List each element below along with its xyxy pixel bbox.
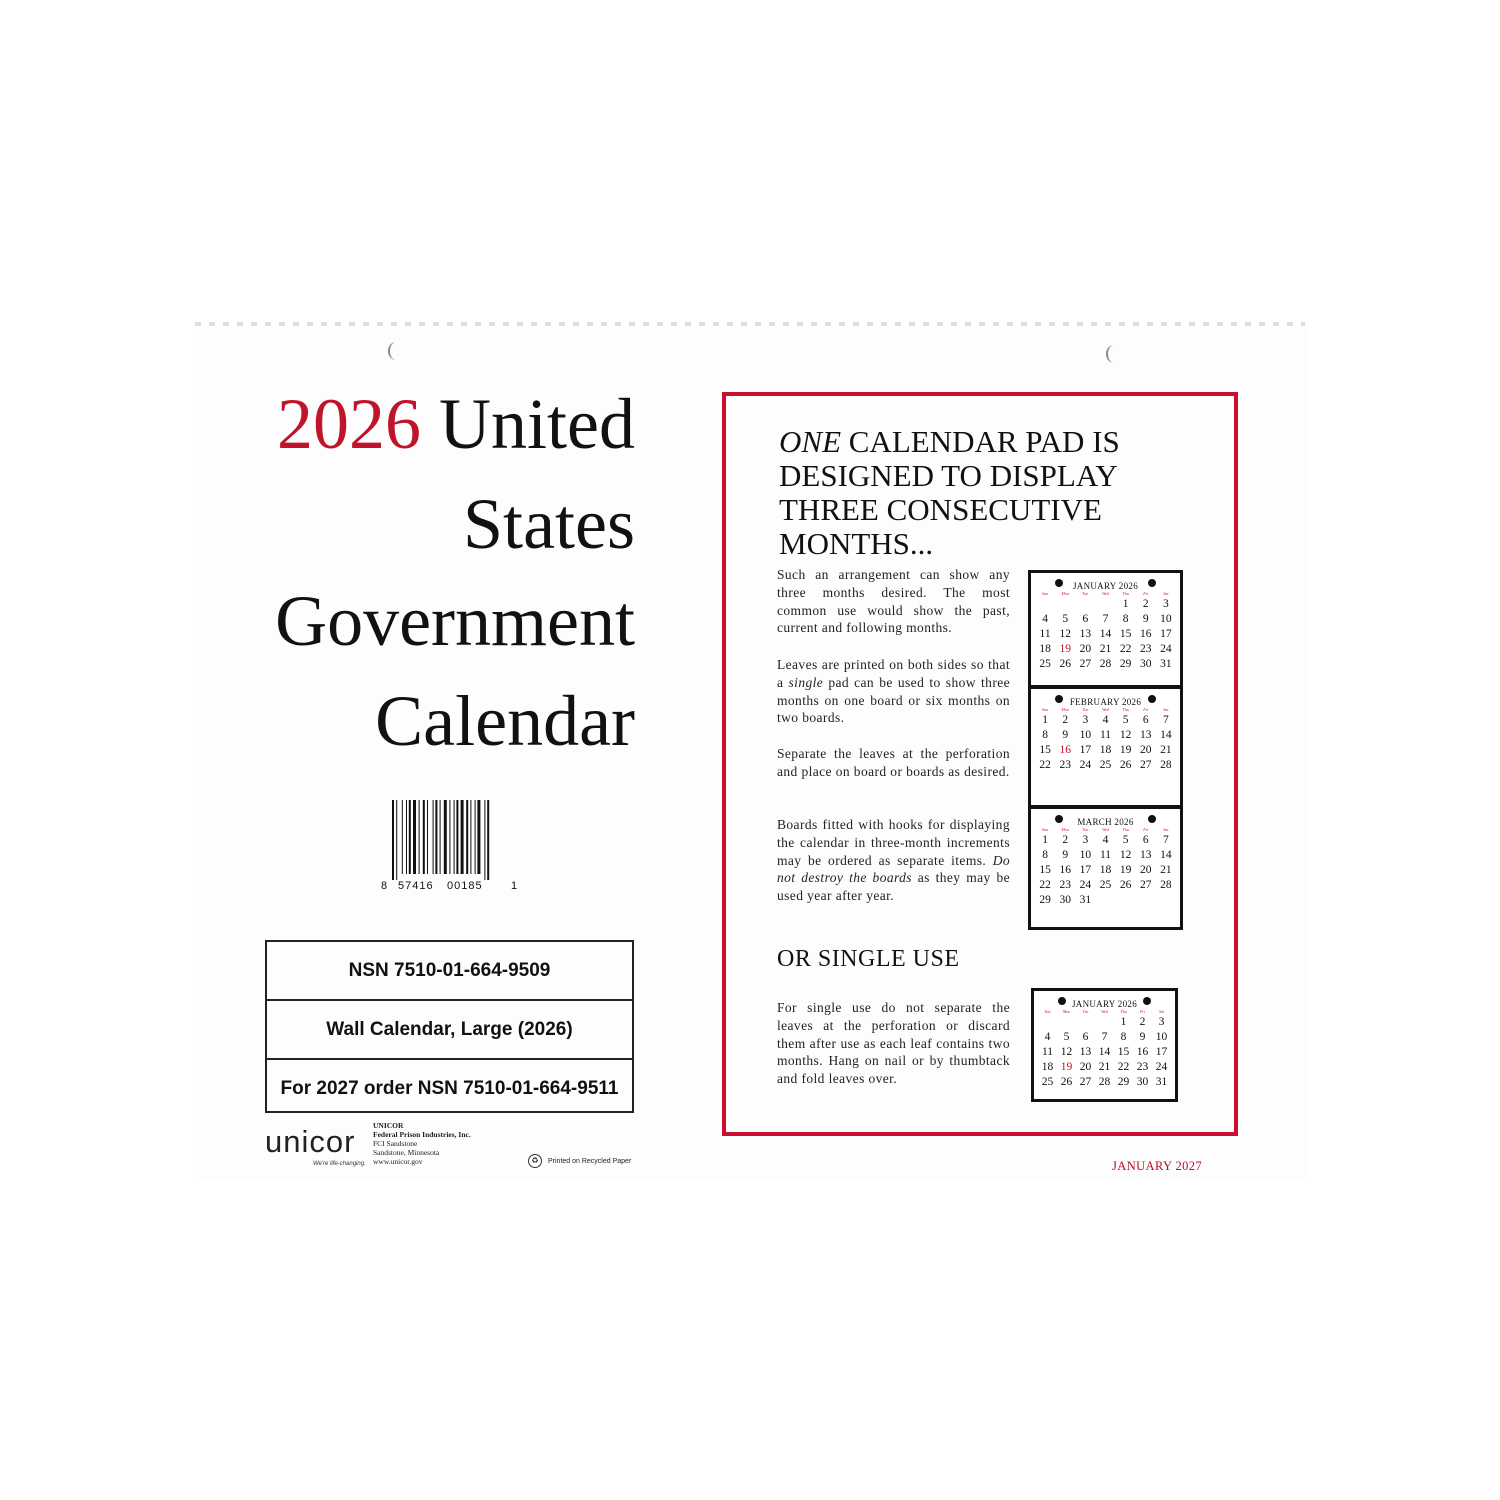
day-cell: 10 [1155, 1031, 1168, 1043]
day-cell: 30 [1136, 1076, 1149, 1088]
paragraph-leaves-em: single [788, 674, 824, 690]
day-cell: 21 [1160, 744, 1172, 756]
barcode-bar [406, 800, 407, 874]
day-cell: 25 [1041, 1076, 1054, 1088]
day-cell: 3 [1163, 598, 1169, 610]
day-cell: 16 [1136, 1046, 1149, 1058]
binding-hole-icon [1055, 815, 1063, 823]
day-cell: 13 [1140, 729, 1152, 741]
day-cell: 12 [1059, 628, 1071, 640]
barcode-bar [487, 800, 489, 880]
day-cell: 24 [1160, 643, 1172, 655]
mini-calendar-title: MARCH 2026 [1077, 817, 1134, 827]
day-cell: 8 [1120, 1031, 1127, 1043]
headline-line-4: MONTHS... [779, 526, 934, 561]
day-cell: 2 [1142, 598, 1149, 610]
day-cell: 24 [1079, 759, 1092, 771]
recycled-text: Printed on Recycled Paper [548, 1157, 632, 1165]
barcode-digit-3: 00185 [447, 880, 483, 892]
day-of-week-label: Mon [1061, 707, 1069, 712]
mini-calendar-title: JANUARY 2026 [1072, 581, 1139, 591]
paragraph-boards-b: as they may be used year after year. [777, 870, 1010, 904]
day-cell: 14 [1160, 729, 1172, 741]
publisher-name: UNICOR [373, 1121, 404, 1130]
day-cell: 25 [1099, 759, 1112, 771]
empty-day [1035, 597, 1055, 612]
barcode-bar [440, 800, 441, 874]
day-cell: 5 [1062, 613, 1069, 625]
day-of-week-label: Thu [1120, 1009, 1127, 1014]
mini-calendar-march [1028, 806, 1183, 930]
day-cell: 27 [1140, 759, 1152, 771]
day-cell: 4 [1102, 714, 1109, 726]
day-cell: 26 [1060, 1076, 1073, 1088]
day-cell: 31 [1079, 894, 1092, 906]
day-cell: 26 [1119, 879, 1132, 891]
day-of-week-label: Sat [1163, 707, 1169, 712]
day-of-week-label: Mon [1061, 827, 1069, 832]
day-cell: 23 [1136, 1061, 1149, 1073]
day-cell: 2 [1062, 714, 1069, 726]
day-cell: 30 [1059, 894, 1071, 906]
barcode-bar [396, 800, 397, 880]
day-of-week-label: Thu [1122, 591, 1129, 596]
day-of-week-label: Sun [1042, 591, 1049, 596]
product-name: Wall Calendar, Large (2026) [267, 999, 632, 1058]
barcode-bar [413, 800, 416, 874]
day-cell: 21 [1098, 1061, 1111, 1073]
day-of-week-label: Tue [1082, 707, 1089, 712]
day-cell: 13 [1140, 849, 1152, 861]
day-cell: 11 [1041, 1046, 1054, 1058]
headline-line-1: CALENDAR PAD IS [841, 424, 1120, 459]
day-cell: 29 [1117, 1076, 1130, 1088]
day-cell: 26 [1119, 759, 1132, 771]
title-line-1 [277, 384, 635, 464]
day-cell: 17 [1155, 1046, 1168, 1058]
day-cell: 31 [1160, 658, 1172, 670]
empty-day [1055, 597, 1075, 612]
day-cell: 10 [1079, 729, 1092, 741]
binding-hole-icon [1148, 579, 1156, 587]
barcode-bar [477, 800, 480, 874]
day-cell: 16 [1140, 628, 1152, 640]
barcode-bar [461, 800, 464, 874]
binding-hole-icon [1058, 997, 1066, 1005]
day-of-week-label: Wed [1101, 1009, 1108, 1014]
hanging-hole-left [388, 342, 404, 360]
day-cell: 3 [1082, 834, 1089, 846]
barcode-bar [449, 800, 450, 874]
day-cell: 1 [1042, 834, 1048, 846]
headline-line-3: THREE CONSECUTIVE [779, 492, 1102, 527]
day-of-week-label: Sun [1042, 827, 1049, 832]
day-cell: 28 [1099, 658, 1112, 670]
empty-day [1095, 597, 1115, 612]
day-cell: 17 [1079, 744, 1092, 756]
day-cell: 29 [1039, 894, 1051, 906]
day-cell: 12 [1060, 1046, 1073, 1058]
day-cell: 2 [1139, 1016, 1146, 1028]
empty-day [1038, 1015, 1057, 1030]
headline-line-2: DESIGNED TO DISPLAY [779, 458, 1118, 493]
day-cell: 11 [1039, 628, 1051, 640]
day-grid [1031, 833, 1180, 908]
binding-hole-icon [1148, 695, 1156, 703]
paragraph-leaves-a: Leaves are printed on both sides so that a [777, 657, 1010, 690]
barcode-bar [409, 800, 411, 874]
day-cell: 27 [1079, 1076, 1092, 1088]
publisher-city: Sandstone, Minnesota [373, 1148, 440, 1157]
day-of-week-label: Fri [1143, 827, 1149, 832]
day-cell: 20 [1140, 744, 1152, 756]
barcode-digit-4: 1 [511, 880, 519, 892]
day-cell: 23 [1059, 879, 1071, 891]
day-cell: 9 [1139, 1031, 1146, 1043]
recycled-note [528, 1154, 631, 1168]
day-cell: 9 [1062, 729, 1069, 741]
day-cell: 22 [1039, 759, 1051, 771]
day-of-week-label: Mon [1062, 1009, 1071, 1014]
day-cell: 28 [1160, 879, 1172, 891]
mini-calendar-title: JANUARY 2026 [1071, 999, 1138, 1009]
day-cell: 25 [1039, 658, 1051, 670]
headline-emphasis: ONE [779, 424, 841, 459]
day-cell: 29 [1119, 658, 1132, 670]
mini-calendar-title: FEBRUARY 2026 [1069, 697, 1142, 707]
footer-date: JANUARY 2027 [1112, 1159, 1203, 1173]
day-cell: 9 [1142, 613, 1149, 625]
barcode-bar [454, 800, 455, 874]
paragraph-separate: Separate the leaves at the perforation and place on board or boards as desired. [777, 746, 1010, 779]
day-cell: 27 [1140, 879, 1152, 891]
day-cell: 2 [1062, 834, 1069, 846]
reorder-note: For 2027 order NSN 7510-01-664-9511 [267, 1058, 632, 1117]
paragraph-leaves [777, 656, 1010, 727]
day-cell: 14 [1160, 849, 1172, 861]
paragraph-arrangement: Such an arrangement can show any three months desired. The most common use would show the past, current and following months. [777, 567, 1010, 636]
day-cell: 8 [1042, 729, 1048, 741]
day-cell: 18 [1039, 643, 1051, 655]
day-of-week-label: Sun [1042, 707, 1049, 712]
day-cell: 1 [1122, 598, 1129, 610]
binding-hole-icon [1055, 579, 1063, 587]
day-of-week-label: Wed [1102, 707, 1109, 712]
day-cell: 5 [1122, 714, 1129, 726]
day-grid [1031, 597, 1180, 672]
day-cell: 3 [1082, 714, 1089, 726]
barcode-bar [419, 800, 420, 874]
day-of-week-label: Tue [1082, 1009, 1089, 1014]
perforated-top-edge [195, 322, 1305, 326]
binding-hole-icon [1148, 815, 1156, 823]
day-cell: 18 [1099, 744, 1112, 756]
day-cell: 16 [1059, 864, 1071, 876]
day-cell: 4 [1102, 834, 1109, 846]
barcode-bar [402, 800, 403, 874]
barcode-bar [456, 800, 458, 874]
day-cell: 28 [1098, 1076, 1111, 1088]
barcode-bar [433, 800, 434, 874]
binding-hole-icon [1143, 997, 1151, 1005]
day-cell: 16 [1059, 744, 1071, 756]
day-cell: 18 [1041, 1061, 1054, 1073]
day-cell: 6 [1082, 1031, 1089, 1043]
product-info-box [265, 940, 634, 1113]
day-cell: 18 [1099, 864, 1112, 876]
hanging-hole-right [1106, 345, 1122, 363]
barcode-bar [427, 800, 428, 874]
paragraph-boards [777, 816, 1010, 905]
day-cell: 20 [1079, 643, 1092, 655]
day-cell: 30 [1140, 658, 1152, 670]
day-cell: 19 [1119, 744, 1132, 756]
day-cell: 1 [1120, 1016, 1127, 1028]
day-of-week-label: Tue [1082, 591, 1089, 596]
day-cell: 6 [1142, 714, 1149, 726]
day-cell: 24 [1079, 879, 1092, 891]
day-cell: 13 [1079, 1046, 1092, 1058]
barcode-bar [475, 800, 476, 874]
day-cell: 13 [1079, 628, 1092, 640]
day-cell: 17 [1160, 628, 1172, 640]
mini-calendar-january [1028, 570, 1183, 688]
barcode-bar [423, 800, 425, 874]
title-line-3: Government [275, 581, 635, 661]
day-cell: 21 [1160, 864, 1172, 876]
day-cell: 25 [1099, 879, 1112, 891]
publisher-address [373, 1121, 471, 1166]
empty-day [1057, 1015, 1076, 1030]
mini-calendar-february [1028, 686, 1183, 808]
day-cell: 8 [1042, 849, 1048, 861]
day-cell: 19 [1059, 643, 1071, 655]
day-cell: 4 [1044, 1031, 1051, 1043]
day-of-week-label: Sat [1158, 1009, 1165, 1014]
day-cell: 19 [1119, 864, 1132, 876]
day-of-week-label: Fri [1139, 1009, 1146, 1014]
barcode-bar [466, 800, 468, 874]
day-grid [1034, 1015, 1175, 1090]
day-cell: 20 [1079, 1061, 1092, 1073]
barcode-digit-1: 8 [381, 880, 389, 892]
barcode-bar [470, 800, 471, 874]
barcode-image [392, 800, 518, 880]
title-year: 2026 [277, 384, 422, 464]
paragraph-leaves-b: pad can be used to show three months on one board or six months on two boards. [777, 674, 1010, 726]
barcode-bar [484, 800, 485, 880]
day-cell: 7 [1102, 613, 1109, 625]
publisher-org: Federal Prison Industries, Inc. [373, 1130, 471, 1139]
day-cell: 31 [1155, 1076, 1168, 1088]
empty-day [1076, 1015, 1095, 1030]
empty-day [1075, 597, 1095, 612]
barcode-bar [392, 800, 394, 880]
day-of-week-label: Wed [1102, 827, 1109, 832]
recycle-icon: ♻ [528, 1154, 542, 1168]
day-cell: 26 [1059, 658, 1071, 670]
day-of-week-label: Sun [1044, 1009, 1051, 1014]
barcode-digit-2: 57416 [398, 880, 434, 892]
day-cell: 7 [1101, 1031, 1108, 1043]
day-cell: 27 [1079, 658, 1092, 670]
day-cell: 7 [1163, 834, 1169, 846]
day-of-week-label: Tue [1082, 827, 1089, 832]
unicor-tagline: We're life-changing. [313, 1161, 366, 1167]
day-cell: 10 [1079, 849, 1092, 861]
day-of-week-label: Sat [1163, 827, 1169, 832]
day-of-week-label: Fri [1143, 591, 1149, 596]
mini-calendar-single-use [1031, 988, 1178, 1102]
unicor-logo: unicor [265, 1124, 356, 1159]
day-cell: 10 [1160, 613, 1172, 625]
day-cell: 11 [1099, 729, 1112, 741]
day-cell: 21 [1099, 643, 1112, 655]
day-cell: 5 [1063, 1031, 1070, 1043]
single-use-heading: OR SINGLE USE [777, 946, 960, 972]
day-cell: 20 [1140, 864, 1152, 876]
title-line-2: States [463, 484, 635, 564]
day-cell: 15 [1117, 1046, 1130, 1058]
day-cell: 28 [1160, 759, 1172, 771]
publisher-facility: FCI Sandstone [373, 1139, 418, 1148]
day-cell: 1 [1042, 714, 1048, 726]
day-cell: 24 [1155, 1061, 1168, 1073]
publisher-web: www.unicor.gov [373, 1157, 423, 1166]
day-cell: 22 [1117, 1061, 1130, 1073]
day-cell: 23 [1059, 759, 1071, 771]
empty-day [1095, 1015, 1114, 1030]
day-cell: 4 [1042, 613, 1048, 625]
day-cell: 5 [1122, 834, 1129, 846]
day-cell: 12 [1119, 729, 1132, 741]
day-cell: 8 [1122, 613, 1129, 625]
day-of-week-label: Wed [1102, 591, 1109, 596]
day-cell: 3 [1158, 1016, 1165, 1028]
title-line-4: Calendar [375, 681, 635, 761]
title-word-united: United [439, 384, 635, 464]
paragraph-boards-em: Do not destroy the boards [777, 852, 1010, 886]
day-cell: 19 [1060, 1061, 1073, 1073]
day-cell: 11 [1099, 849, 1112, 861]
day-cell: 22 [1039, 879, 1051, 891]
day-cell: 14 [1098, 1046, 1111, 1058]
day-of-week-label: Mon [1061, 591, 1069, 596]
day-cell: 12 [1119, 849, 1132, 861]
binding-hole-icon [1055, 695, 1063, 703]
day-cell: 15 [1119, 628, 1132, 640]
day-cell: 9 [1062, 849, 1069, 861]
instructions-headline [779, 425, 1120, 561]
day-cell: 15 [1039, 864, 1051, 876]
day-of-week-label: Sat [1163, 591, 1169, 596]
day-cell: 7 [1163, 714, 1169, 726]
barcode-bar [444, 800, 447, 874]
day-cell: 14 [1099, 628, 1112, 640]
day-of-week-label: Thu [1122, 827, 1129, 832]
paragraph-single-use: For single use do not separate the leaves at the perforation or discard them after use as each leaf contains two months. Hang on nail or by thumbtack and fold leaves over. [777, 1000, 1010, 1087]
nsn-label: NSN 7510-01-664-9509 [348, 959, 551, 981]
paragraph-boards-a: Boards fitted with hooks for displaying the calendar in three-month increments may be ordered as separate items. [777, 817, 1010, 868]
day-cell: 6 [1142, 834, 1149, 846]
day-of-week-label: Fri [1143, 707, 1149, 712]
day-cell: 22 [1119, 643, 1132, 655]
day-cell: 23 [1140, 643, 1152, 655]
day-cell: 6 [1082, 613, 1089, 625]
barcode-bar [435, 800, 437, 874]
day-grid [1031, 713, 1180, 773]
day-cell: 15 [1039, 744, 1051, 756]
day-cell: 17 [1079, 864, 1092, 876]
day-of-week-label: Thu [1122, 707, 1129, 712]
